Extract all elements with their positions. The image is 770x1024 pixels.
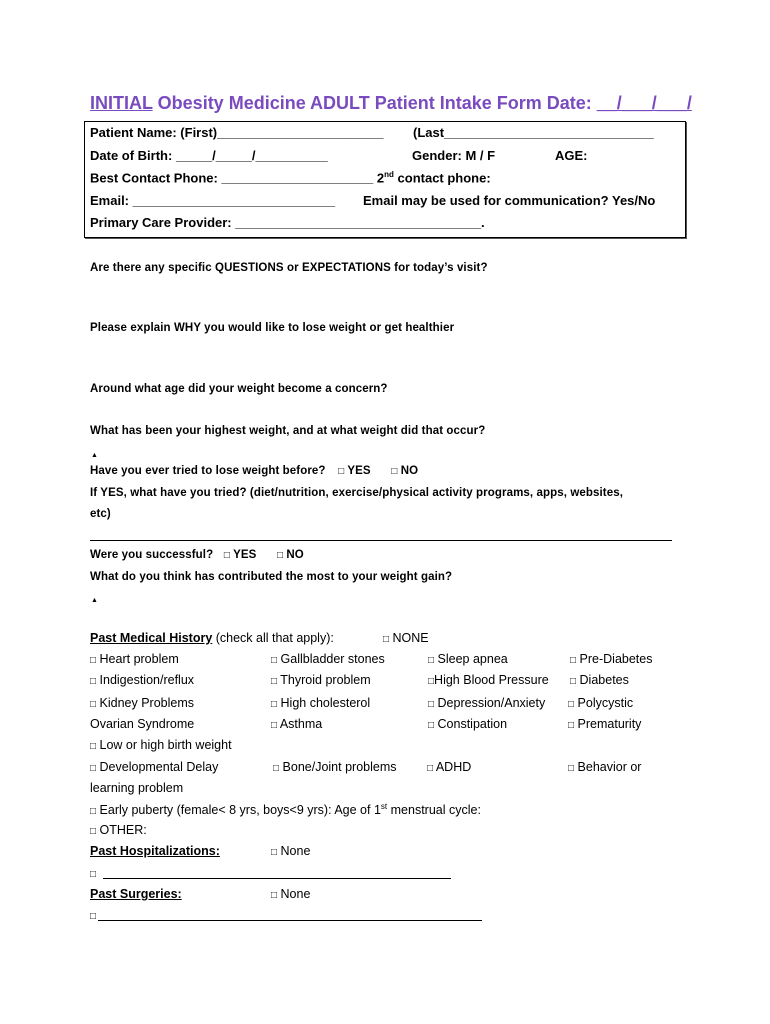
successful-no-label: NO bbox=[286, 549, 304, 561]
hospitalizations-answer-line[interactable] bbox=[103, 878, 451, 879]
primary-care-provider-field[interactable]: Primary Care Provider: __________________________________. bbox=[90, 215, 485, 230]
pmh-bone-joint-label: Bone/Joint problems bbox=[282, 760, 397, 774]
pmh-none-checkbox[interactable] bbox=[383, 631, 429, 645]
pmh-sleep-apnea-label: Sleep apnea bbox=[437, 652, 508, 666]
tried-yes-checkbox[interactable] bbox=[338, 465, 371, 477]
pmh-indigestion-label: Indigestion/reflux bbox=[99, 673, 195, 687]
pmh-depression-label: Depression/Anxiety bbox=[437, 696, 546, 710]
checkbox-icon: □ bbox=[90, 869, 97, 880]
successful-no-checkbox[interactable] bbox=[277, 549, 304, 561]
pmh-hbp-label: High Blood Pressure bbox=[434, 673, 549, 687]
second-superscript: nd bbox=[384, 170, 394, 179]
question-tried-before bbox=[90, 465, 418, 477]
email-field[interactable]: Email: ____________________________ bbox=[90, 193, 336, 208]
checkbox-icon: □ bbox=[90, 806, 97, 818]
pmh-prematurity-label: Prematurity bbox=[577, 717, 642, 731]
pmh-kidney-checkbox[interactable] bbox=[90, 696, 194, 710]
pmh-other-checkbox[interactable] bbox=[90, 823, 147, 837]
pmh-early-puberty-label: Early puberty (female< 8 yrs, boys<9 yrs): Age of 1 bbox=[99, 803, 381, 818]
age-field[interactable]: AGE: bbox=[555, 148, 588, 163]
pmh-birth-weight-label: Low or high birth weight bbox=[99, 738, 232, 752]
form-title bbox=[90, 93, 692, 114]
surgeries-none-label: None bbox=[280, 887, 311, 901]
hospitalizations-entry-checkbox[interactable] bbox=[90, 866, 96, 880]
hospitalizations-none-checkbox[interactable] bbox=[271, 844, 310, 858]
checkbox-icon: □ bbox=[383, 634, 390, 645]
tried-before-label: Have you ever tried to lose weight before? bbox=[90, 465, 326, 477]
checkbox-icon: □ bbox=[428, 699, 435, 710]
checkbox-icon: □ bbox=[568, 720, 575, 731]
pmh-title: Past Medical History bbox=[90, 631, 213, 645]
pmh-early-puberty-checkbox[interactable] bbox=[90, 802, 481, 817]
question-expectations: Are there any specific QUESTIONS or EXPECTATIONS for today’s visit? bbox=[90, 262, 488, 274]
pmh-instruction: (check all that apply): bbox=[212, 631, 334, 645]
tried-no-label: NO bbox=[400, 465, 419, 477]
pmh-constipation-checkbox[interactable] bbox=[428, 717, 507, 731]
pmh-ovarian-syndrome-label: Ovarian Syndrome bbox=[90, 717, 195, 731]
tried-yes-label: YES bbox=[347, 465, 371, 477]
pmh-heart-label: Heart problem bbox=[99, 652, 179, 666]
pmh-diabetes-label: Diabetes bbox=[579, 673, 629, 687]
successful-yes-label: YES bbox=[233, 549, 257, 561]
checkbox-icon: □ bbox=[428, 655, 435, 666]
checkbox-icon: □ bbox=[90, 741, 97, 752]
successful-label: Were you successful? bbox=[90, 549, 214, 561]
checkbox-icon: □ bbox=[90, 763, 97, 774]
patient-first-name-field[interactable]: Patient Name: (First)_______________________ bbox=[90, 125, 384, 140]
pmh-gallbladder-label: Gallbladder stones bbox=[280, 652, 385, 666]
bullet-mark: ▲ bbox=[91, 597, 98, 604]
checkbox-icon: □ bbox=[223, 550, 230, 561]
pmh-bone-joint-checkbox[interactable] bbox=[273, 760, 396, 774]
checkbox-icon: □ bbox=[90, 699, 97, 710]
date-of-birth-field[interactable]: Date of Birth: _____/_____/__________ bbox=[90, 148, 328, 163]
pmh-polycystic-checkbox[interactable] bbox=[568, 696, 633, 710]
pmh-none-label: NONE bbox=[392, 631, 429, 645]
question-what-tried-cont: etc) bbox=[90, 508, 111, 520]
title-initial: INITIAL bbox=[90, 93, 153, 113]
pmh-prediabetes-label: Pre-Diabetes bbox=[579, 652, 653, 666]
pmh-behavior-checkbox[interactable] bbox=[568, 760, 641, 774]
checkbox-icon: □ bbox=[271, 676, 278, 687]
pmh-adhd-label: ADHD bbox=[435, 760, 472, 774]
checkbox-icon: □ bbox=[338, 466, 345, 477]
pmh-birth-weight-checkbox[interactable] bbox=[90, 738, 232, 752]
contact-phone-label: Best Contact Phone: _____________________ 2 bbox=[90, 170, 385, 186]
checkbox-icon: □ bbox=[276, 550, 284, 561]
title-date-blank[interactable]: __/___/___/ bbox=[596, 93, 692, 113]
pmh-sleep-apnea-checkbox[interactable] bbox=[428, 652, 508, 666]
email-consent-field[interactable]: Email may be used for communication? Yes/No bbox=[363, 193, 656, 208]
gender-field[interactable]: Gender: M / F bbox=[412, 148, 496, 163]
second-phone-label: contact phone: bbox=[393, 170, 491, 186]
pmh-developmental-label: Developmental Delay bbox=[99, 760, 219, 774]
surgeries-answer-line[interactable] bbox=[98, 920, 482, 921]
pmh-polycystic-label: Polycystic bbox=[577, 696, 634, 710]
pmh-thyroid-checkbox[interactable] bbox=[271, 673, 371, 687]
checkbox-icon: □ bbox=[570, 676, 577, 687]
pmh-diabetes-checkbox[interactable] bbox=[570, 673, 629, 687]
checkbox-icon: □ bbox=[568, 699, 575, 710]
pmh-adhd-checkbox[interactable] bbox=[427, 760, 471, 774]
question-why-lose-weight: Please explain WHY you would like to lose weight or get healthier bbox=[90, 322, 455, 334]
checkbox-icon: □ bbox=[90, 655, 97, 666]
successful-yes-checkbox[interactable] bbox=[224, 549, 257, 561]
pmh-behavior-label: Behavior or bbox=[577, 760, 642, 774]
checkbox-icon: □ bbox=[271, 847, 278, 858]
checkbox-icon: □ bbox=[271, 699, 278, 710]
pmh-other-label: OTHER: bbox=[99, 823, 147, 837]
pmh-high-blood-pressure-checkbox[interactable] bbox=[428, 673, 549, 687]
hospitalizations-heading: Past Hospitalizations: bbox=[90, 844, 220, 858]
pmh-depression-checkbox[interactable] bbox=[428, 696, 545, 710]
surgeries-entry-checkbox[interactable] bbox=[90, 908, 96, 922]
checkbox-icon: □ bbox=[428, 676, 435, 687]
contact-phone-field[interactable] bbox=[90, 170, 491, 185]
checkbox-icon: □ bbox=[391, 466, 398, 477]
pmh-heart-checkbox[interactable] bbox=[90, 652, 179, 666]
pmh-thyroid-label: Thyroid problem bbox=[280, 673, 371, 687]
pmh-prediabetes-checkbox[interactable] bbox=[570, 652, 652, 666]
checkbox-icon: □ bbox=[271, 655, 278, 666]
patient-last-name-field[interactable]: (Last_____________________________ bbox=[413, 125, 654, 140]
title-text: Obesity Medicine ADULT Patient Intake Form Date: bbox=[152, 93, 597, 113]
what-tried-answer-line[interactable] bbox=[90, 540, 672, 541]
pmh-kidney-label: Kidney Problems bbox=[99, 696, 195, 710]
checkbox-icon: □ bbox=[428, 720, 435, 731]
question-age-concern: Around what age did your weight become a concern? bbox=[90, 383, 388, 395]
first-superscript: st bbox=[380, 802, 388, 811]
pmh-indigestion-checkbox[interactable] bbox=[90, 673, 194, 687]
surgeries-none-checkbox[interactable] bbox=[271, 887, 310, 901]
checkbox-icon: □ bbox=[273, 763, 280, 774]
question-highest-weight: What has been your highest weight, and at what weight did that occur? bbox=[90, 425, 486, 437]
checkbox-icon: □ bbox=[271, 720, 278, 731]
pmh-heading bbox=[90, 631, 334, 645]
checkbox-icon: □ bbox=[570, 655, 577, 666]
question-contributed: What do you think has contributed the most to your weight gain? bbox=[90, 571, 453, 583]
checkbox-icon: □ bbox=[427, 763, 434, 774]
question-successful bbox=[90, 549, 304, 561]
surgeries-heading: Past Surgeries: bbox=[90, 887, 182, 901]
pmh-cholesterol-checkbox[interactable] bbox=[271, 696, 370, 710]
checkbox-icon: □ bbox=[568, 763, 575, 774]
question-what-tried: If YES, what have you tried? (diet/nutrition, exercise/physical activity programs, apps, websites, bbox=[90, 487, 623, 499]
checkbox-icon: □ bbox=[90, 676, 97, 687]
pmh-developmental-checkbox[interactable] bbox=[90, 760, 218, 774]
pmh-asthma-checkbox[interactable] bbox=[271, 717, 322, 731]
checkbox-icon: □ bbox=[271, 890, 278, 901]
checkbox-icon: □ bbox=[90, 826, 97, 837]
pmh-gallbladder-checkbox[interactable] bbox=[271, 652, 385, 666]
pmh-asthma-label: Asthma bbox=[279, 717, 323, 731]
pmh-cholesterol-label: High cholesterol bbox=[280, 696, 371, 710]
hospitalizations-none-label: None bbox=[280, 844, 311, 858]
checkbox-icon: □ bbox=[90, 911, 97, 922]
pmh-prematurity-checkbox[interactable] bbox=[568, 717, 641, 731]
pmh-learning-problem-label: learning problem bbox=[90, 781, 184, 795]
pmh-constipation-label: Constipation bbox=[437, 717, 508, 731]
tried-no-checkbox[interactable] bbox=[391, 465, 418, 477]
menstrual-cycle-label: menstrual cycle: bbox=[387, 803, 481, 818]
bullet-mark: ▲ bbox=[91, 452, 98, 459]
